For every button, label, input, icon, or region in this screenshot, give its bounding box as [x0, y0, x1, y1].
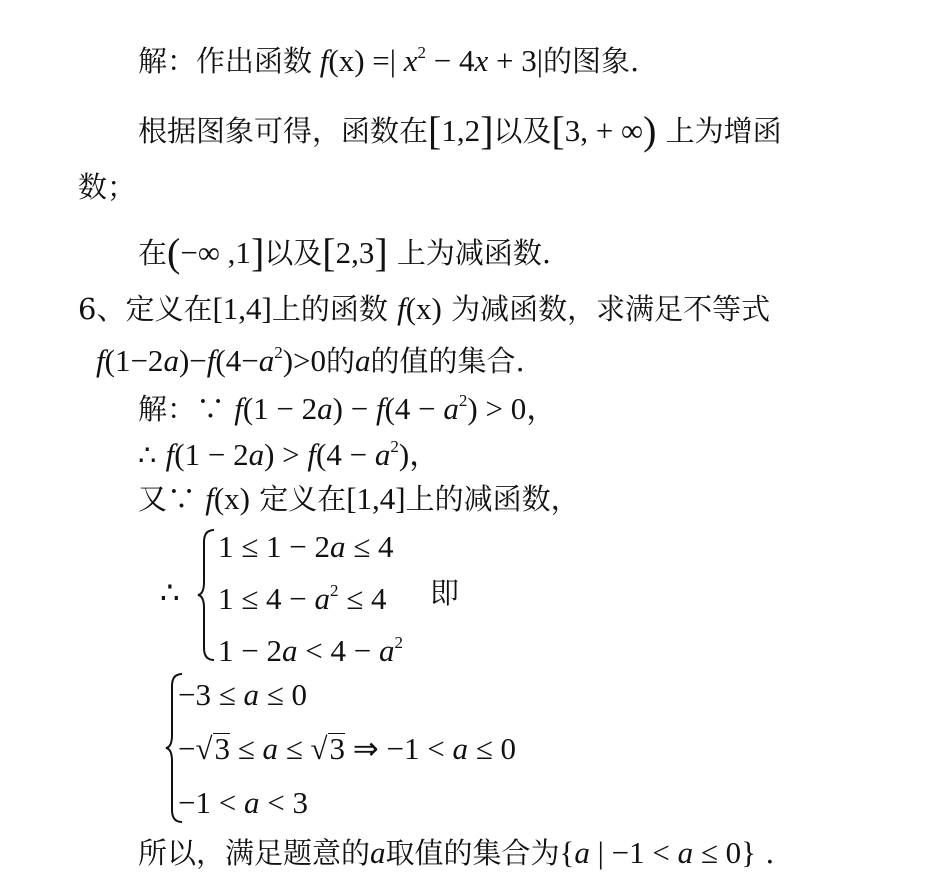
line-7: 解：∵ $f(1 - 2a) - f(4 - a^2) > 0$， [138, 391, 558, 426]
line-conclusion: 所以，满足题意的a取值的集合为{a | −1 < a ≤ 0} . [138, 835, 775, 870]
sys2-row-1: −3 ≤ a ≤ 0 [178, 677, 308, 712]
sys2-row-2: −√3 ≤ a ≤ √3 ⇒ −1 < a ≤ 0 [178, 731, 517, 766]
line-2: 根据图象可得，函数在[1,2]以及[3, + ∞) 上为增函 [138, 108, 782, 153]
sys1-row-2: $1 \le 4 - a^2 \le 4$ [218, 581, 387, 616]
line-9: 又∵ f(x) 定义在[1,4]上的减函数， [138, 481, 580, 516]
sys1-row-1: 1 ≤ 1 − 2a ≤ 4 [218, 529, 394, 564]
system-of-inequalities-1 [218, 521, 403, 677]
line-3: 数； [78, 170, 137, 204]
line-5: 6、定义在[1,4]上的函数 f(x) 为减函数，求满足不等式 [78, 291, 771, 326]
line-8: ∴ $f(1 - 2a) > f(4 - a^2)$， [138, 437, 441, 472]
sys2-row-3: −1 < a < 3 [178, 785, 308, 820]
sys1-row-3: $1 - 2a < 4 - a^2$ [218, 633, 403, 668]
line-6: $f(1-2a)-f(4-a^2)>0$的a的值的集合. [96, 343, 525, 378]
ji-label: 即 [430, 576, 460, 610]
line-1: 解：作出函数 f(x) =| $x^2 - 4x + 3|$的图象. [138, 43, 640, 78]
line-4: 在(−∞ ,1]以及[2,3] 上为减函数. [138, 230, 552, 275]
therefore-symbol: ∴ [160, 575, 180, 610]
left-brace-1 [196, 528, 218, 662]
system-of-inequalities-2 [178, 668, 516, 830]
